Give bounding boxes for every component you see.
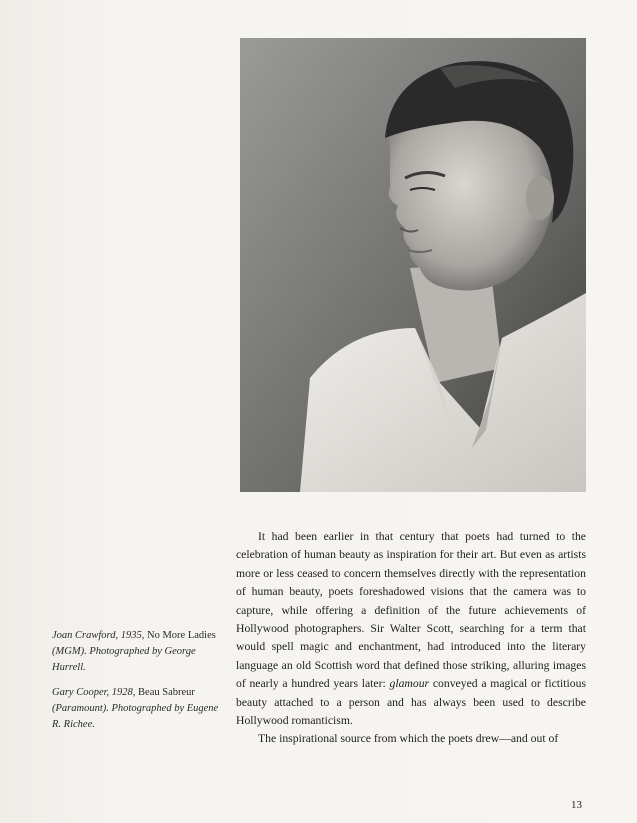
caption-film-title: , Beau Sabreur	[132, 687, 195, 698]
paragraph-2: The inspirational source from which the poets drew—and out of	[258, 732, 559, 746]
caption-name: Joan Crawford,	[52, 630, 121, 641]
page-number: 13	[571, 799, 582, 811]
caption-gary-cooper	[52, 685, 227, 733]
caption-year: 1935	[120, 630, 142, 641]
paragraph-text: It had been earlier in that century that poets had turned to the celebration of human beauty as inspiration for their art. But even as artists more or less ceased to concern themselves directly with the representation of human beauty, poets foreshadowed visions that the camera was to capture, while offering a definition of the future achievements of Hollywood photographers. Sir Walter Scott, searching for a term that would spell magic and enchantment, had introduced into the literary language an old Scottish word that defined those striking, alluring images of nearly a hundred years later:	[236, 530, 586, 691]
paragraph-1	[236, 528, 586, 730]
caption-year: 1928	[111, 687, 133, 698]
portrait-photo	[240, 38, 586, 492]
paragraph-text: conveyed a magical or fictitious beauty attached to a person and has always been used to describe Hollywood romanticism.	[236, 677, 587, 728]
caption-credit: (MGM). Photographed by George Hurrell.	[52, 646, 196, 673]
caption-joan-crawford	[52, 628, 227, 676]
body-text	[236, 528, 586, 749]
caption-name: Gary Cooper,	[52, 687, 112, 698]
emphasis-glamour: glamour	[389, 677, 430, 691]
caption-film-title: , No More Ladies	[141, 630, 216, 641]
caption-credit: (Paramount). Photographed by Eugene R. Richee.	[52, 703, 219, 730]
photo-captions	[52, 628, 227, 742]
